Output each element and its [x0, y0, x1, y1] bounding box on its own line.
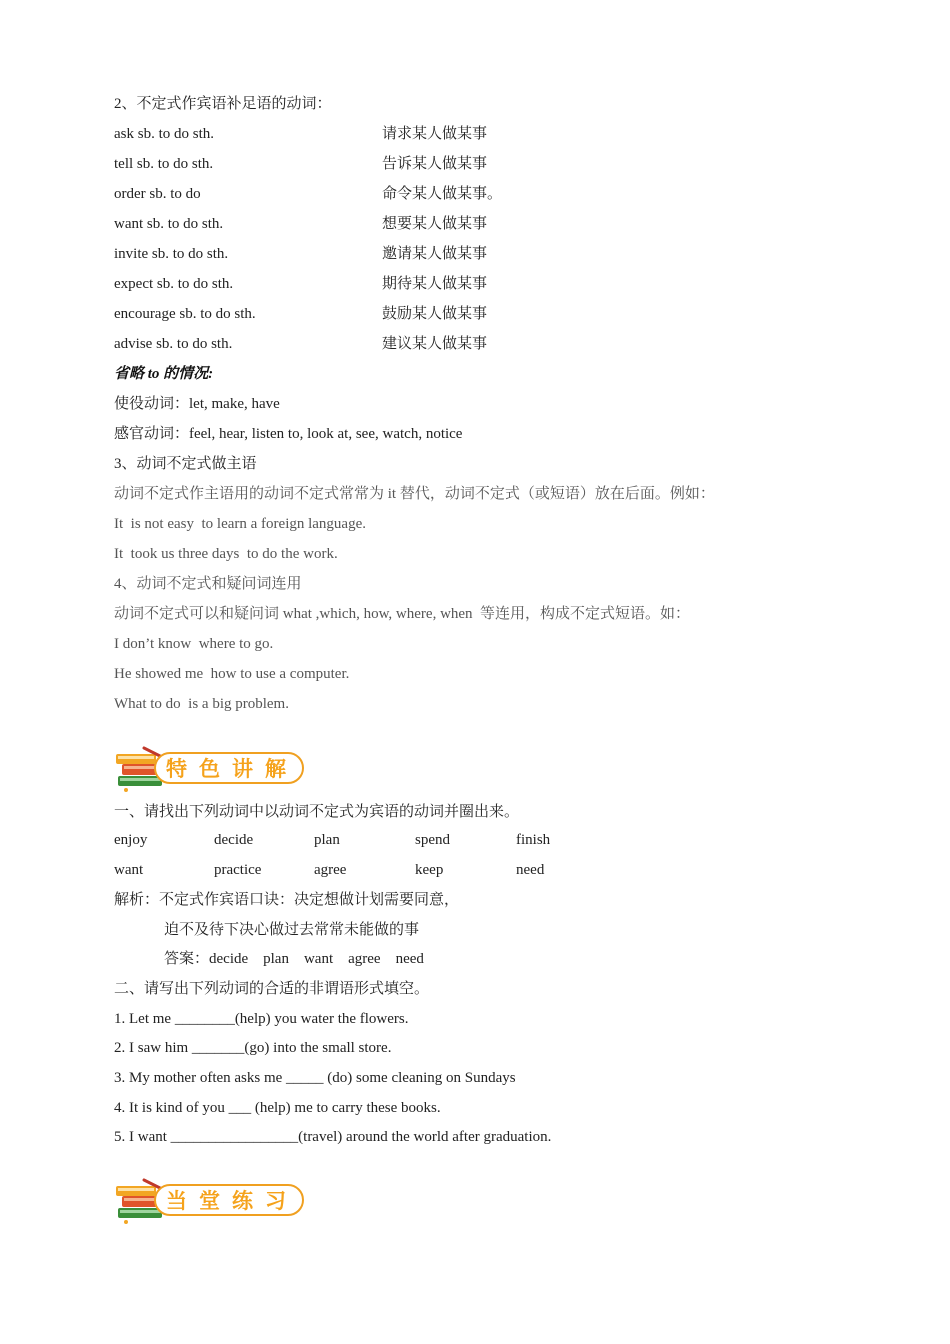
- perception-verbs: 感官动词：feel, hear, listen to, look at, see, watch, notice: [114, 426, 463, 442]
- exercise-item: 1. Let me ________(help) you water the flowers.: [114, 1011, 409, 1027]
- banner-label: 当堂练习: [154, 1184, 304, 1216]
- example-sentence: What to do is a big problem.: [114, 696, 289, 712]
- verb-option: keep: [415, 862, 444, 878]
- omit-to-heading: 省略 to 的情况:: [114, 366, 214, 382]
- exercise2-title: 二、请写出下列动词的合适的非谓语形式填空。: [114, 981, 430, 997]
- banner-label: 特色讲解: [154, 752, 304, 784]
- verb-option: decide: [214, 832, 254, 848]
- analysis-line: 解析：不定式作宾语口诀：决定想做计划需要同意，: [114, 892, 460, 908]
- verb-phrase: advise sb. to do sth.: [114, 336, 233, 352]
- section-banner-featured: [114, 746, 310, 796]
- verb-phrase: invite sb. to do sth.: [114, 246, 229, 262]
- section4-heading: 4、动词不定式和疑问词连用: [114, 576, 302, 592]
- answer-line: 答案：decide plan want agree need: [164, 951, 424, 967]
- example-sentence: It is not easy to learn a foreign language.: [114, 516, 366, 532]
- verb-option: practice: [214, 862, 262, 878]
- verb-meaning: 期待某人做某事: [382, 276, 488, 292]
- verb-phrase: ask sb. to do sth.: [114, 126, 215, 142]
- exercise-item: 2. I saw him _______(go) into the small store.: [114, 1040, 392, 1056]
- analysis-line: 迫不及待下决心做过去常常未能做的事: [164, 922, 420, 938]
- example-sentence: I don’t know where to go.: [114, 636, 274, 652]
- verb-meaning: 鼓励某人做某事: [382, 306, 488, 322]
- exercise-item: 3. My mother often asks me _____ (do) some cleaning on Sundays: [114, 1070, 516, 1086]
- verb-option: finish: [516, 832, 551, 848]
- example-sentence: It took us three days to do the work.: [114, 546, 338, 562]
- section3-heading: 3、动词不定式做主语: [114, 456, 257, 472]
- exercise-item: 4. It is kind of you ___ (help) me to carry these books.: [114, 1100, 441, 1116]
- verb-option: plan: [314, 832, 340, 848]
- verb-phrase: order sb. to do: [114, 186, 201, 202]
- verb-option: enjoy: [114, 832, 148, 848]
- exercise-item: 5. I want _________________(travel) around the world after graduation.: [114, 1129, 552, 1145]
- verb-meaning: 邀请某人做某事: [382, 246, 488, 262]
- section2-heading: 2、不定式作宾语补足语的动词：: [114, 96, 332, 112]
- causative-verbs: 使役动词：let, make, have: [114, 396, 280, 412]
- verb-meaning: 告诉某人做某事: [382, 156, 488, 172]
- exercise1-title: 一、请找出下列动词中以动词不定式为宾语的动词并圈出来。: [114, 804, 520, 820]
- verb-phrase: expect sb. to do sth.: [114, 276, 234, 292]
- section3-description: 动词不定式作主语用的动词不定式常常为 it 替代，动词不定式（或短语）放在后面。例如：: [114, 486, 715, 502]
- example-sentence: He showed me how to use a computer.: [114, 666, 350, 682]
- verb-option: agree: [314, 862, 347, 878]
- verb-meaning: 请求某人做某事: [382, 126, 488, 142]
- verb-meaning: 命令某人做某事。: [382, 186, 503, 202]
- verb-option: spend: [415, 832, 450, 848]
- verb-phrase: tell sb. to do sth.: [114, 156, 214, 172]
- verb-phrase: encourage sb. to do sth.: [114, 306, 256, 322]
- section4-description: 动词不定式可以和疑问词 what ,which, how, where, when 等连用，构成不定式短语。如：: [114, 606, 691, 622]
- verb-meaning: 建议某人做某事: [382, 336, 488, 352]
- verb-meaning: 想要某人做某事: [382, 216, 488, 232]
- verb-phrase: want sb. to do sth.: [114, 216, 224, 232]
- verb-option: need: [516, 862, 545, 878]
- verb-option: want: [114, 862, 144, 878]
- section-banner-practice: [114, 1178, 310, 1228]
